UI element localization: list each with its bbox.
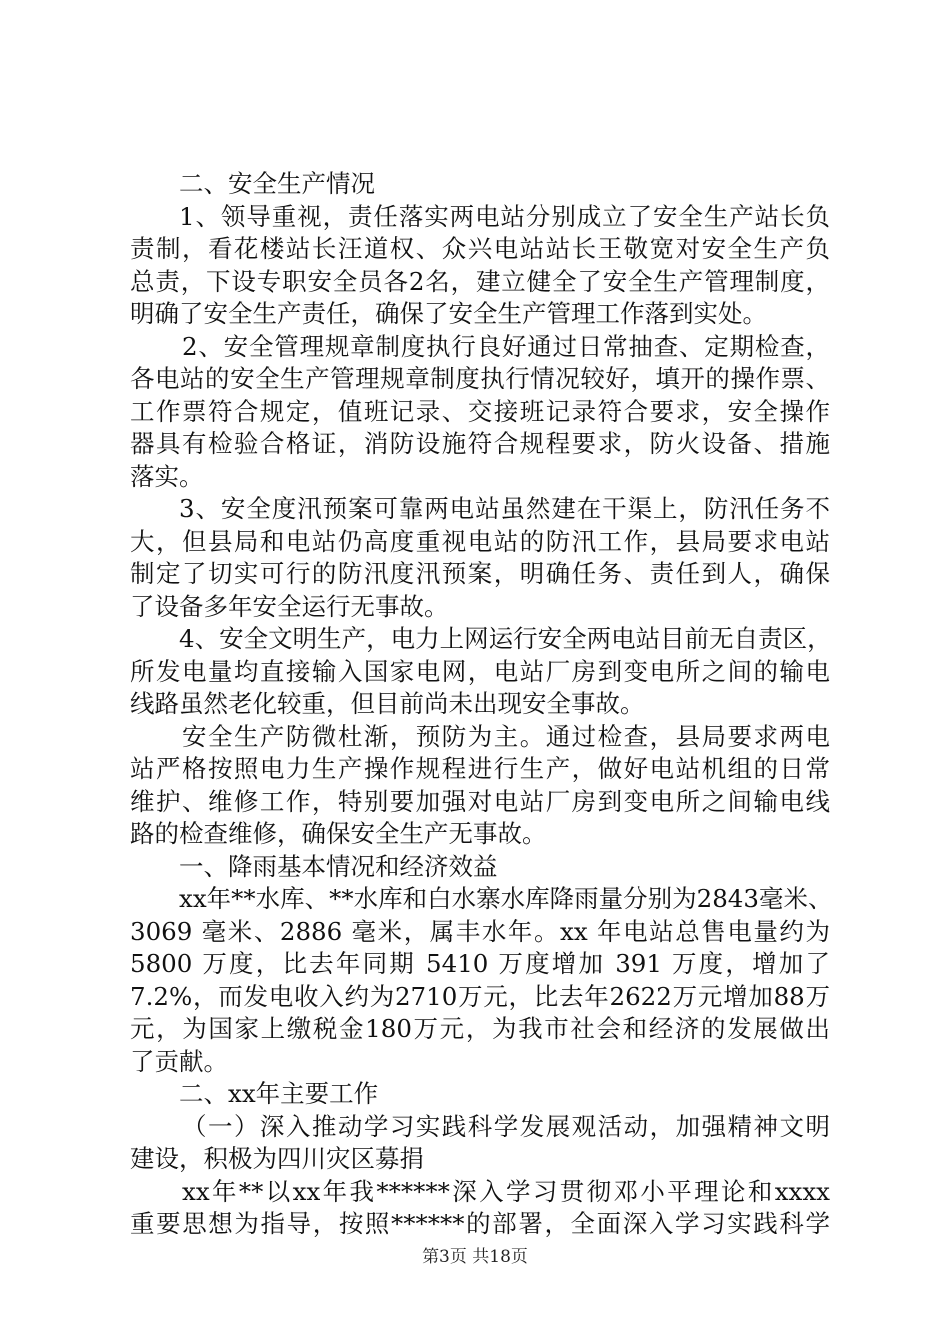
- page-footer: 第3页 共18页: [422, 1247, 528, 1267]
- text-line: 一、降雨基本情况和经济效益: [179, 851, 498, 881]
- text-line: xx年**水库、**水库和白水寨水库降雨量分别为2843毫米、: [179, 884, 833, 913]
- text-line: 线路虽然老化较重，但目前尚未出现安全事故。: [130, 689, 645, 718]
- text-line: 安全生产防微杜渐，预防为主。通过检查，县局要求两电: [182, 721, 830, 751]
- text-line: （一）深入推动学习实践科学发展观活动，加强精神文明: [182, 1111, 830, 1141]
- text-line: 工作票符合规定，值班记录、交接班记录符合要求，安全操作: [130, 396, 830, 426]
- text-line: xx年**以xx年我******深入学习贯彻邓小平理论和xxxx: [182, 1176, 830, 1206]
- text-line: 7.2%，而发电收入约为2710万元，比去年2622万元增加88万: [130, 981, 830, 1011]
- text-line: 5800 万度，比去年同期 5410 万度增加 391 万度，增加了: [130, 949, 830, 978]
- text-line: 了贡献。: [130, 1046, 228, 1076]
- text-line: 总责，下设专职安全员各2名，建立健全了安全生产管理制度，: [130, 266, 830, 296]
- text-line: 大，但县局和电站仍高度重视电站的防汛工作，县局要求电站: [130, 526, 830, 556]
- text-line: 重要思想为指导，按照******的部署，全面深入学习实践科学: [130, 1209, 830, 1238]
- document-body: [130, 168, 833, 1241]
- text-line: 各电站的安全生产管理规章制度执行情况较好，填开的操作票、: [130, 364, 830, 393]
- text-line: 1、领导重视，责任落实两电站分别成立了安全生产站长负: [179, 201, 830, 231]
- text-line: 了设备多年安全运行无事故。: [130, 591, 449, 621]
- text-line: 责制，看花楼站长汪道权、众兴电站站长王敬宽对安全生产负: [130, 234, 830, 263]
- text-line: 所发电量均直接输入国家电网，电站厂房到变电所之间的输电: [130, 656, 830, 686]
- text-line: 器具有检验合格证，消防设施符合规程要求，防火设备、措施: [130, 429, 830, 458]
- text-line: 二、xx年主要工作: [179, 1079, 379, 1108]
- text-line: 路的检查维修，确保安全生产无事故。: [130, 819, 547, 848]
- text-line: 3、安全度汛预案可靠两电站虽然建在干渠上，防汛任务不: [179, 494, 830, 523]
- text-line: 4、安全文明生产，电力上网运行安全两电站目前无自责区，: [179, 624, 832, 653]
- text-line: 3069 毫米、2886 毫米，属丰水年。xx 年电站总售电量约为: [130, 916, 830, 946]
- text-line: 维护、维修工作，特别要加强对电站厂房到变电所之间输电线: [130, 786, 830, 816]
- text-line: 落实。: [130, 461, 204, 491]
- text-line: 元，为国家上缴税金180万元，为我市社会和经济的发展做出: [130, 1014, 830, 1043]
- text-line: 2、安全管理规章制度执行良好通过日常抽查、定期检查，: [182, 331, 830, 361]
- text-line: 站严格按照电力生产操作规程进行生产，做好电站机组的日常: [130, 754, 830, 783]
- text-line: 明确了安全生产责任，确保了安全生产管理工作落到实处。: [130, 299, 767, 328]
- text-line: 制定了切实可行的防汛度汛预案，明确任务、责任到人，确保: [130, 559, 830, 588]
- text-line: 建设，积极为四川灾区募捐: [130, 1144, 424, 1173]
- text-line: 二、安全生产情况: [179, 169, 375, 198]
